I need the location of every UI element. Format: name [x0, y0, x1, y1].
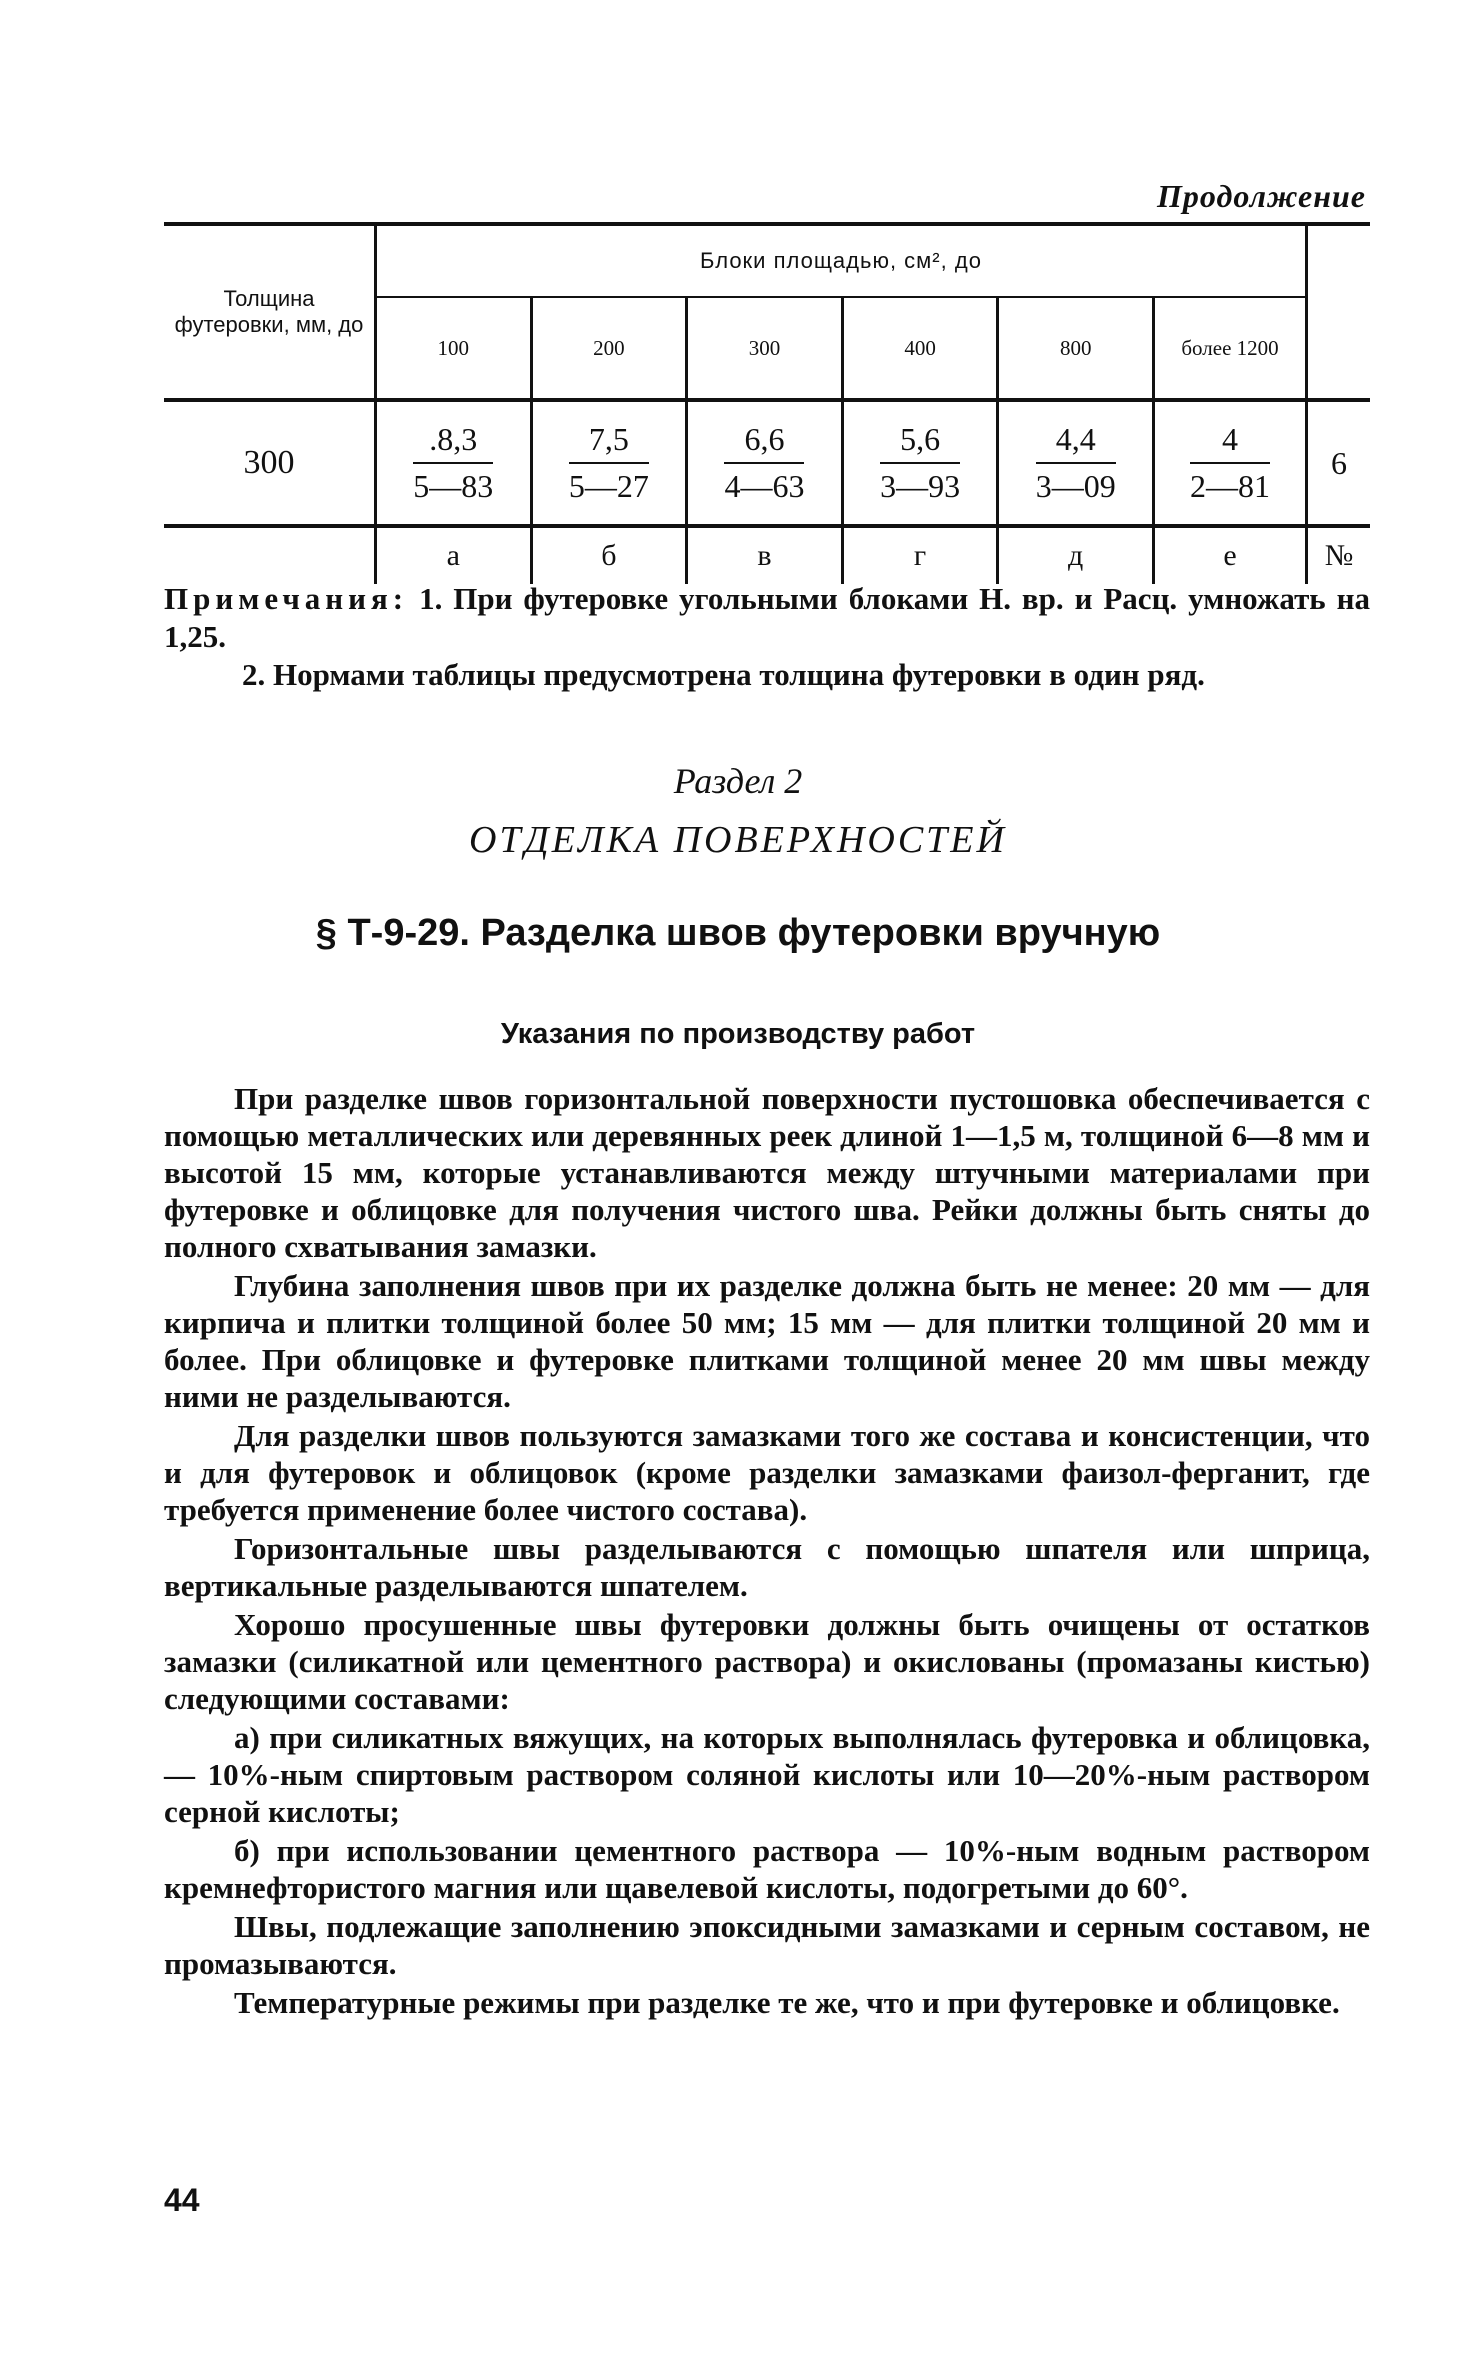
column-letter: б — [531, 526, 687, 584]
row-number: 6 — [1307, 400, 1371, 526]
row-label: 300 — [243, 444, 295, 481]
table-row — [164, 400, 1370, 526]
body-paragraph: Горизонтальные швы разделываются с помощью шпателя или шприца, вертикальные разделываются шпателем. — [164, 1531, 1370, 1603]
column-header: более 1200 — [1154, 297, 1307, 400]
body-paragraph: Температурные режимы при разделке те же, что и при футеровке и облицовке. — [234, 1985, 1340, 2020]
column-header: 100 — [376, 297, 532, 400]
number-sign: № — [1307, 526, 1371, 584]
paragraph-title: § Т-9-29. Разделка швов футеровки вручную — [315, 912, 1161, 954]
norms-table — [164, 222, 1370, 584]
column-letter: в — [687, 526, 843, 584]
table-cell — [1154, 400, 1307, 526]
column-letter: г — [842, 526, 998, 584]
table-cell — [842, 400, 998, 526]
note-1 — [164, 580, 1370, 656]
column-header: 300 — [687, 297, 843, 400]
subtitle: Указания по производству работ — [500, 1018, 976, 1050]
note-1-text: 1. При футеровке угольными блоками Н. вр. и Расц. умножать на 1,25. — [164, 581, 1370, 654]
section-title: ОТДЕЛКА ПОВЕРХНОСТЕЙ — [469, 819, 1007, 861]
cell-bottom-value: 3—09 — [1035, 468, 1116, 504]
cell-top-value: .8,3 — [413, 421, 493, 464]
cell-top-value: 7,5 — [569, 421, 649, 464]
number-column-header — [1307, 224, 1371, 400]
table-notes — [164, 580, 1370, 694]
table-cell — [531, 400, 687, 526]
column-letter: а — [376, 526, 532, 584]
cell-bottom-value: 3—93 — [880, 468, 961, 504]
note-2: 2. Нормами таблицы предусмотрена толщина футеровки в один ряд. — [242, 657, 1205, 692]
section-number: Раздел 2 — [673, 761, 803, 801]
body-paragraph: б) при использовании цементного раствора — 10%-ным водным раствором кремнефтористого магния или щавелевой кислоты, подогретыми до 60°. — [164, 1833, 1370, 1905]
body-paragraph: Для разделки швов пользуются замазками того же состава и консистенции, что и для футеровок и облицовок (кроме разделки замазками фаизол-ферганит, где требуется применение более чистого состава). — [164, 1418, 1370, 1527]
group-header: Блоки площадью, см², до — [376, 224, 1307, 297]
cell-bottom-value: 2—81 — [1190, 468, 1270, 504]
table-cell — [376, 400, 532, 526]
body-paragraph: Глубина заполнения швов при их разделке должна быть не менее: 20 мм — для кирпича и плитки толщиной более 50 мм; 15 мм — для плитки толщиной 20 мм и более. При облицовке и футеровке плитками толщиной менее 20 мм швы между ними не разделываются. — [164, 1268, 1370, 1414]
column-letter: д — [998, 526, 1154, 584]
column-header: 400 — [842, 297, 998, 400]
cell-top-value: 4,4 — [1036, 421, 1116, 464]
body-paragraph: а) при силикатных вяжущих, на которых выполнялась футеровка и облицовка, — 10%-ным спиртовым раствором соляной кислоты или 10—20%-ным раствором серной кислоты; — [164, 1720, 1370, 1829]
body-paragraph: При разделке швов горизонтальной поверхности пустошовка обеспечивается с помощью металлических или деревянных реек длиной 1—1,5 м, толщиной 6—8 мм и высотой 15 мм, которые устанавливаются между штучными материалами при футеровке и облицовке для получения чистого шва. Рейки должны быть сняты до полного схватывания замазки. — [164, 1081, 1370, 1264]
notes-label: Примечания: — [164, 581, 409, 616]
body-paragraph: Швы, подлежащие заполнению эпоксидными замазками и серным составом, не промазываются. — [164, 1909, 1370, 1981]
cell-top-value: 5,6 — [880, 421, 960, 464]
body-paragraph: Хорошо просушенные швы футеровки должны быть очищены от остатков замазки (силикатной или цементного раствора) и окислованы (промазаны кистью) следующими составами: — [164, 1607, 1370, 1716]
page-number: 44 — [164, 2182, 200, 2218]
column-header: 200 — [531, 297, 687, 400]
column-letter: е — [1154, 526, 1307, 584]
cell-top-value: 4 — [1190, 421, 1270, 464]
continuation-label: Продолжение — [1157, 178, 1366, 214]
column-header: 800 — [998, 297, 1154, 400]
cell-bottom-value: 4—63 — [724, 468, 805, 504]
cell-top-value: 6,6 — [724, 421, 804, 464]
table-cell — [998, 400, 1154, 526]
letters-row — [164, 526, 1370, 584]
cell-bottom-value: 5—27 — [568, 468, 649, 504]
row-header: Толщина футеровки, мм, до — [164, 224, 376, 400]
cell-bottom-value: 5—83 — [413, 468, 494, 504]
table-cell — [687, 400, 843, 526]
body-text — [164, 1080, 1370, 2023]
